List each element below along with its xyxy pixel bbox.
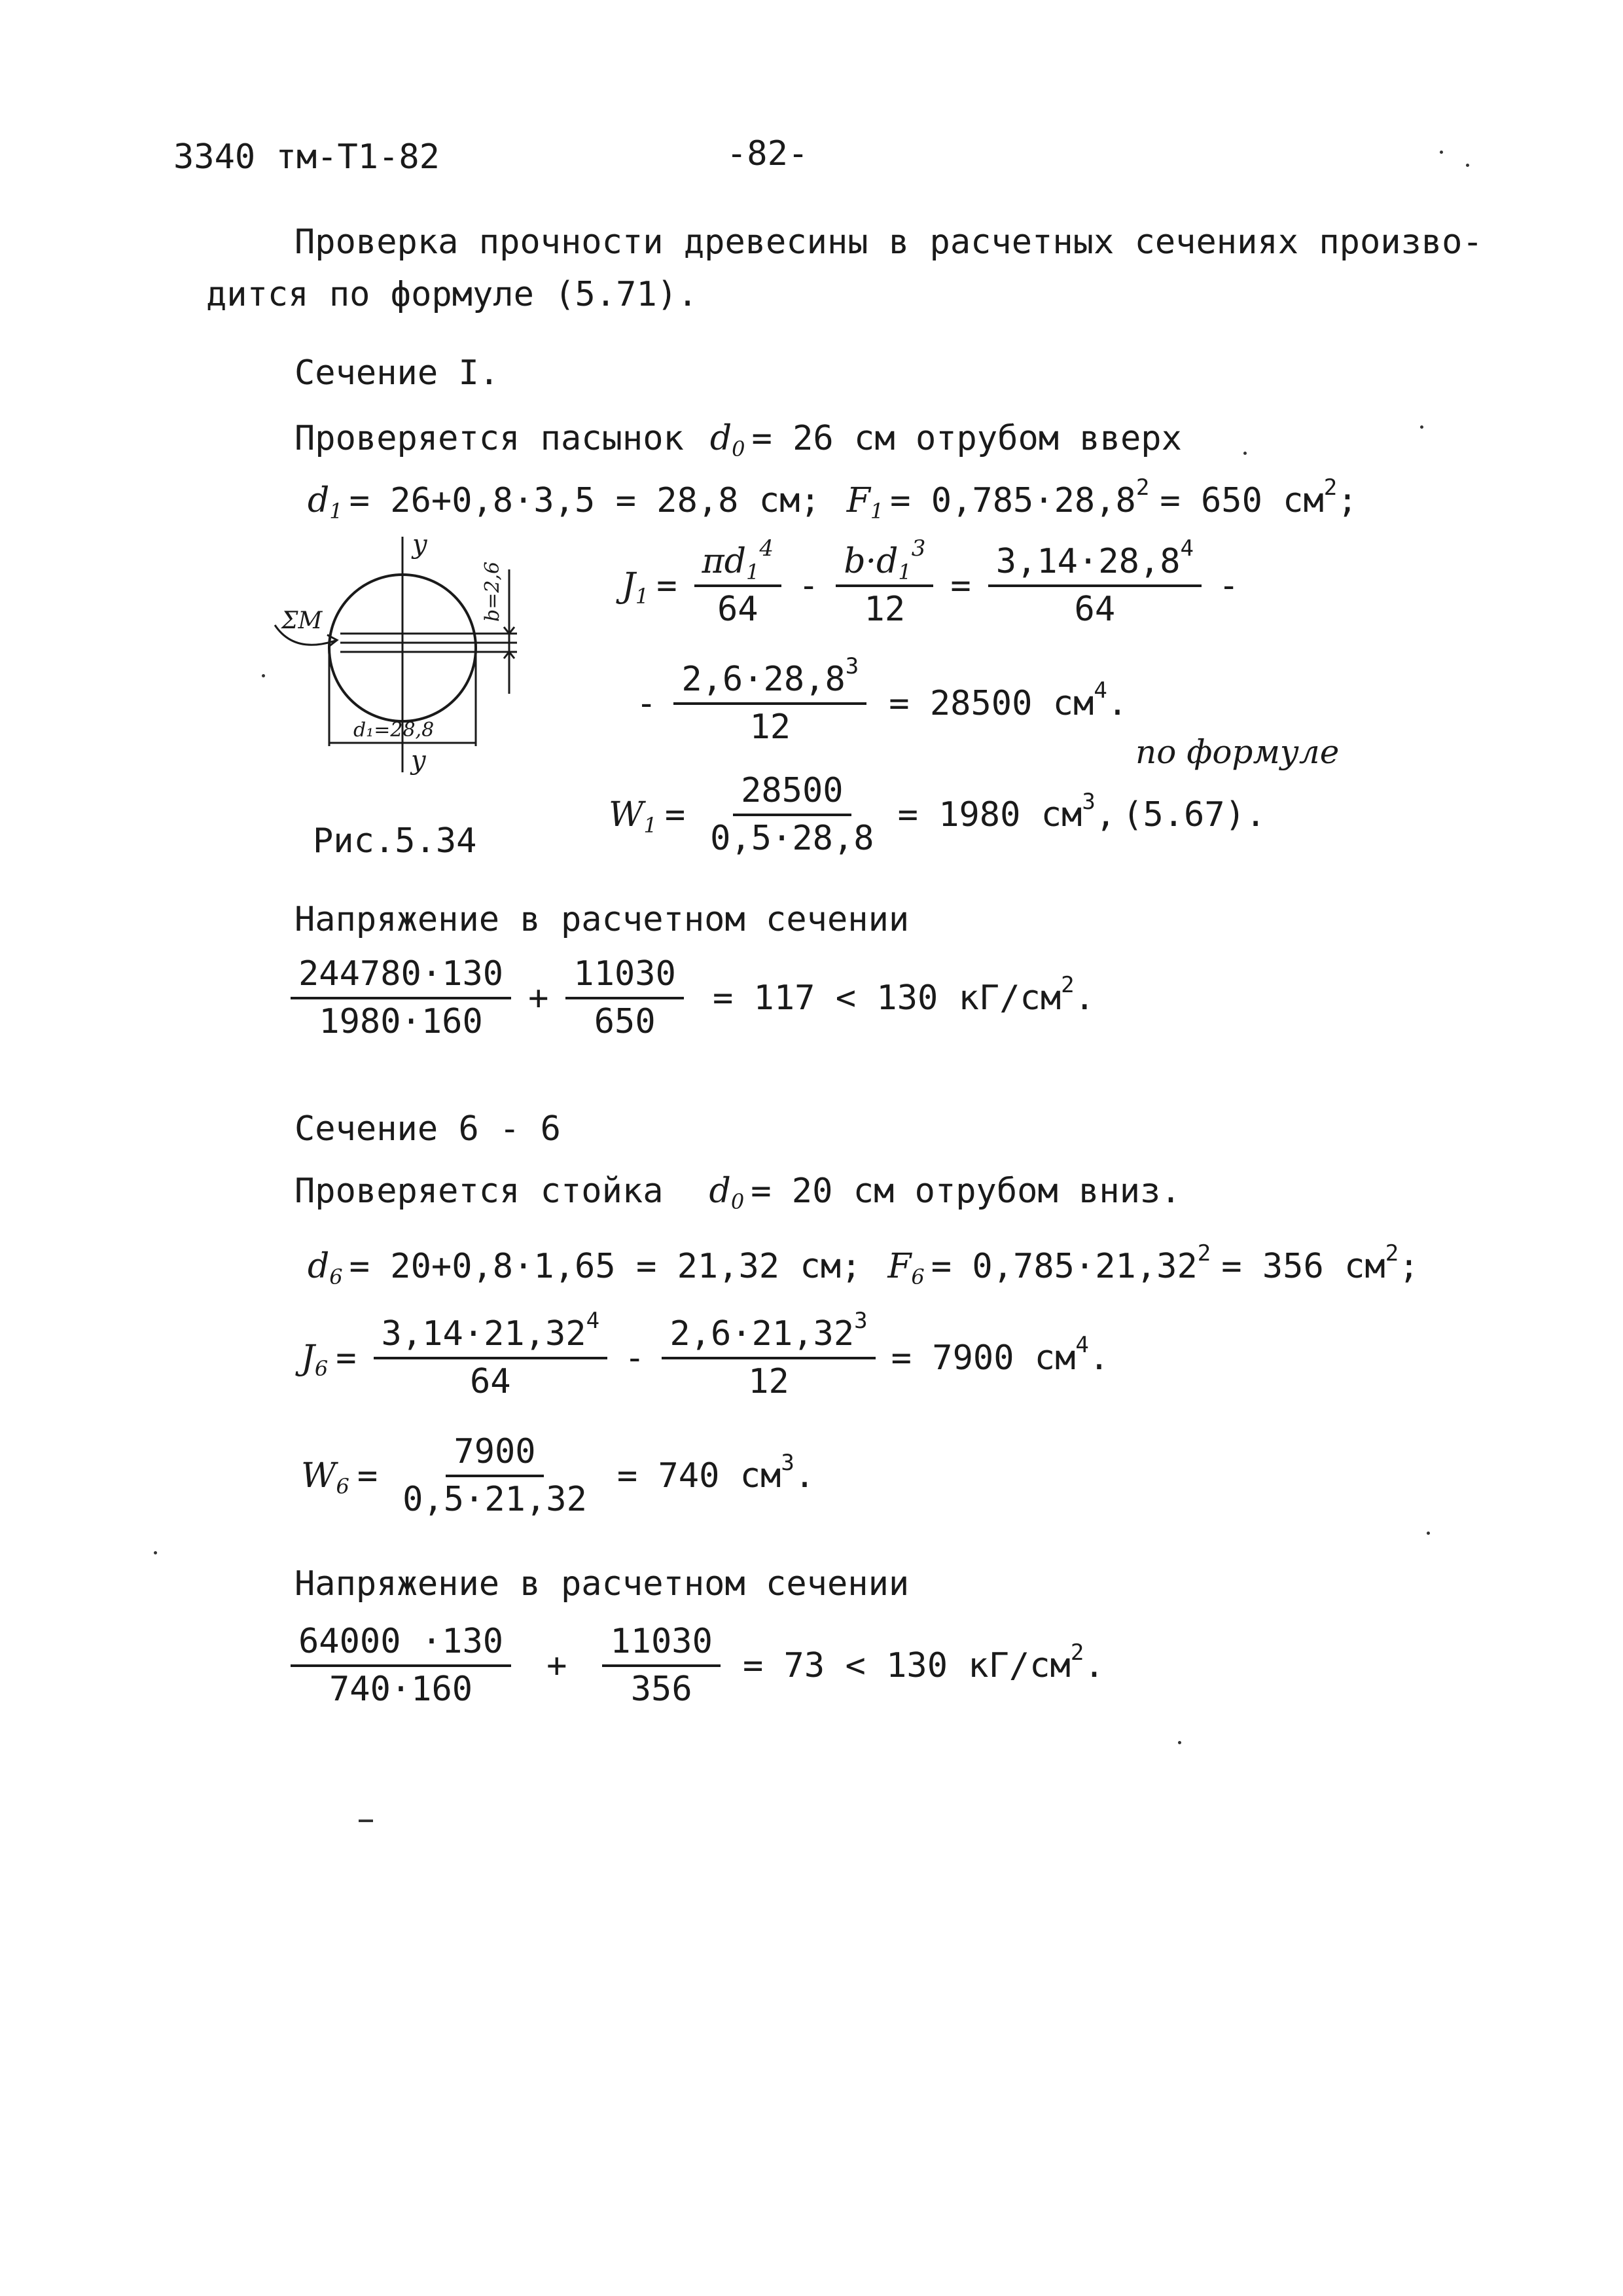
section-1-check-line <box>294 419 1182 461</box>
d0-symbol: $d_0$ <box>709 419 745 461</box>
scan-speck <box>1420 425 1423 429</box>
label-d1: d₁=28,8 <box>353 719 435 742</box>
d1-expression: = 26+0,8·3,5 = 28,8 см; <box>349 481 821 520</box>
w1-symbol: $W_1$ <box>609 795 657 838</box>
formula-reference: (5.67). <box>1122 795 1266 835</box>
d0-value: = 26 см отрубом вверх <box>751 419 1182 458</box>
check-text: Проверяется пасынок <box>294 419 684 458</box>
inertia-result-1: = 28500 $см^4$. <box>889 677 1128 724</box>
inertia-result-6: = 7900 $см^4$. <box>891 1332 1110 1378</box>
f1-symbol: $F_1$ <box>846 481 884 524</box>
label-y-top: y <box>412 529 427 560</box>
d1-line <box>308 475 1358 524</box>
modulus-formula-6 <box>301 1433 815 1518</box>
d6-expression: = 20+0,8·1,65 = 21,32 см; <box>349 1247 862 1286</box>
stress-title-1: Напряжение в расчетном сечении <box>294 900 910 939</box>
inertia-formula-1-cont <box>628 653 1128 747</box>
doc-code: 3340 тм-Т1-82 <box>173 137 440 177</box>
stress-fraction-6b: $\frac{11030}{356}$ <box>602 1623 721 1708</box>
minus: - <box>636 684 657 724</box>
label-y-bottom: y <box>411 745 426 776</box>
section-6-title: Сечение 6 - 6 <box>294 1109 561 1149</box>
section-6-check-line <box>294 1172 1181 1214</box>
d0-value: = 20 см отрубом вниз. <box>751 1172 1181 1211</box>
stress-fraction-6a: $\frac{64000 \cdot 130}{740\cdot 160}$ <box>291 1623 511 1708</box>
inertia-fraction-6b: $\frac{2,6\cdot 21,32^3}{12}$ <box>662 1316 875 1401</box>
j6-symbol: $J_6$ <box>301 1338 329 1382</box>
minus: - <box>1218 566 1240 606</box>
scan-speck <box>1427 1532 1430 1535</box>
w6-symbol: $W_6$ <box>301 1456 349 1499</box>
f1-result: = 650 $см^2$; <box>1160 475 1358 520</box>
intro-line-1: Проверка прочности древесины в расчетных сечениях произво- <box>294 223 1483 262</box>
page-number: -82- <box>726 134 809 173</box>
cross-section-figure <box>255 524 543 798</box>
stress-fraction-1a: $\frac{244780\cdot 130}{1980\cdot 160}$ <box>291 956 511 1041</box>
scan-speck <box>154 1551 157 1554</box>
handwritten-note: по формуле <box>1135 733 1340 771</box>
j1-symbol: $J_1$ <box>622 566 649 609</box>
modulus-formula-1 <box>609 772 1266 857</box>
check-text: Проверяется стойка <box>294 1172 664 1211</box>
inertia-formula-6 <box>301 1308 1110 1402</box>
modulus-fraction-6: $\frac{7900}{0,5\cdot 21,32}$ <box>402 1432 587 1520</box>
modulus-result-1: = 1980 $см^3$, <box>897 789 1116 835</box>
modulus-fraction-1: $\frac{28500}{0,5\cdot 28,8}$ <box>710 771 874 859</box>
d0-symbol: $d_0$ <box>709 1172 745 1214</box>
minus: - <box>624 1338 645 1378</box>
f6-result: = 356 $см^2$; <box>1221 1240 1419 1286</box>
d6-line <box>308 1240 1419 1289</box>
inertia-fraction-3: $\frac{3,14\cdot 28,8^4}{64}$ <box>988 543 1202 628</box>
figure-caption: Рис.5.34 <box>313 821 477 861</box>
scan-speck <box>1466 164 1469 167</box>
plus: + <box>546 1646 567 1686</box>
minus: - <box>798 566 819 606</box>
scan-speck <box>1440 151 1443 154</box>
scan-speck <box>1243 452 1247 455</box>
equals: = <box>656 566 677 606</box>
equals: = <box>950 566 971 606</box>
stress-title-6: Напряжение в расчетном сечении <box>294 1564 910 1604</box>
equals: = <box>336 1338 357 1378</box>
d1-symbol: $d_1$ <box>308 481 343 524</box>
label-b: b=2,6 <box>481 561 504 622</box>
modulus-result-6: = 740 $см^3$. <box>616 1450 815 1496</box>
plus: + <box>528 978 549 1018</box>
f6-symbol: $F_6$ <box>887 1247 925 1289</box>
inertia-fraction-6a: $\frac{3,14\cdot 21,32^4}{64}$ <box>374 1316 608 1401</box>
scan-dash <box>359 1820 373 1822</box>
intro-line-2: дится по формуле (5.71). <box>206 275 698 314</box>
d6-symbol: $d_6$ <box>308 1247 343 1289</box>
scan-speck <box>262 674 265 677</box>
f1-expression: = $0,785\cdot 28,8^2$ <box>890 475 1150 520</box>
stress-formula-1 <box>281 956 1095 1041</box>
inertia-formula-1 <box>622 535 1247 630</box>
equals: = <box>357 1456 378 1496</box>
scan-speck <box>1178 1741 1181 1744</box>
label-sigma-m: ΣM <box>281 607 323 634</box>
inertia-fraction-2: $\frac{b\cdot d_1^3}{12}$ <box>836 543 933 628</box>
equals: = <box>664 795 686 835</box>
stress-fraction-1b: $\frac{11030}{650}$ <box>565 956 684 1041</box>
section-1-title: Сечение I. <box>294 353 500 393</box>
stress-result-1: = 117 < 130 $кГ/см^2$. <box>712 972 1095 1018</box>
f6-expression: = $0,785\cdot 21,32^2$ <box>931 1240 1211 1286</box>
inertia-fraction-1: $\frac{\pi d_1^4}{64}$ <box>694 543 781 628</box>
stress-formula-6 <box>281 1623 1105 1708</box>
inertia-fraction-4: $\frac{2,6\cdot 28,8^3}{12}$ <box>673 661 866 746</box>
stress-result-6: = 73 < 130 $кГ/см^2$. <box>742 1640 1105 1686</box>
